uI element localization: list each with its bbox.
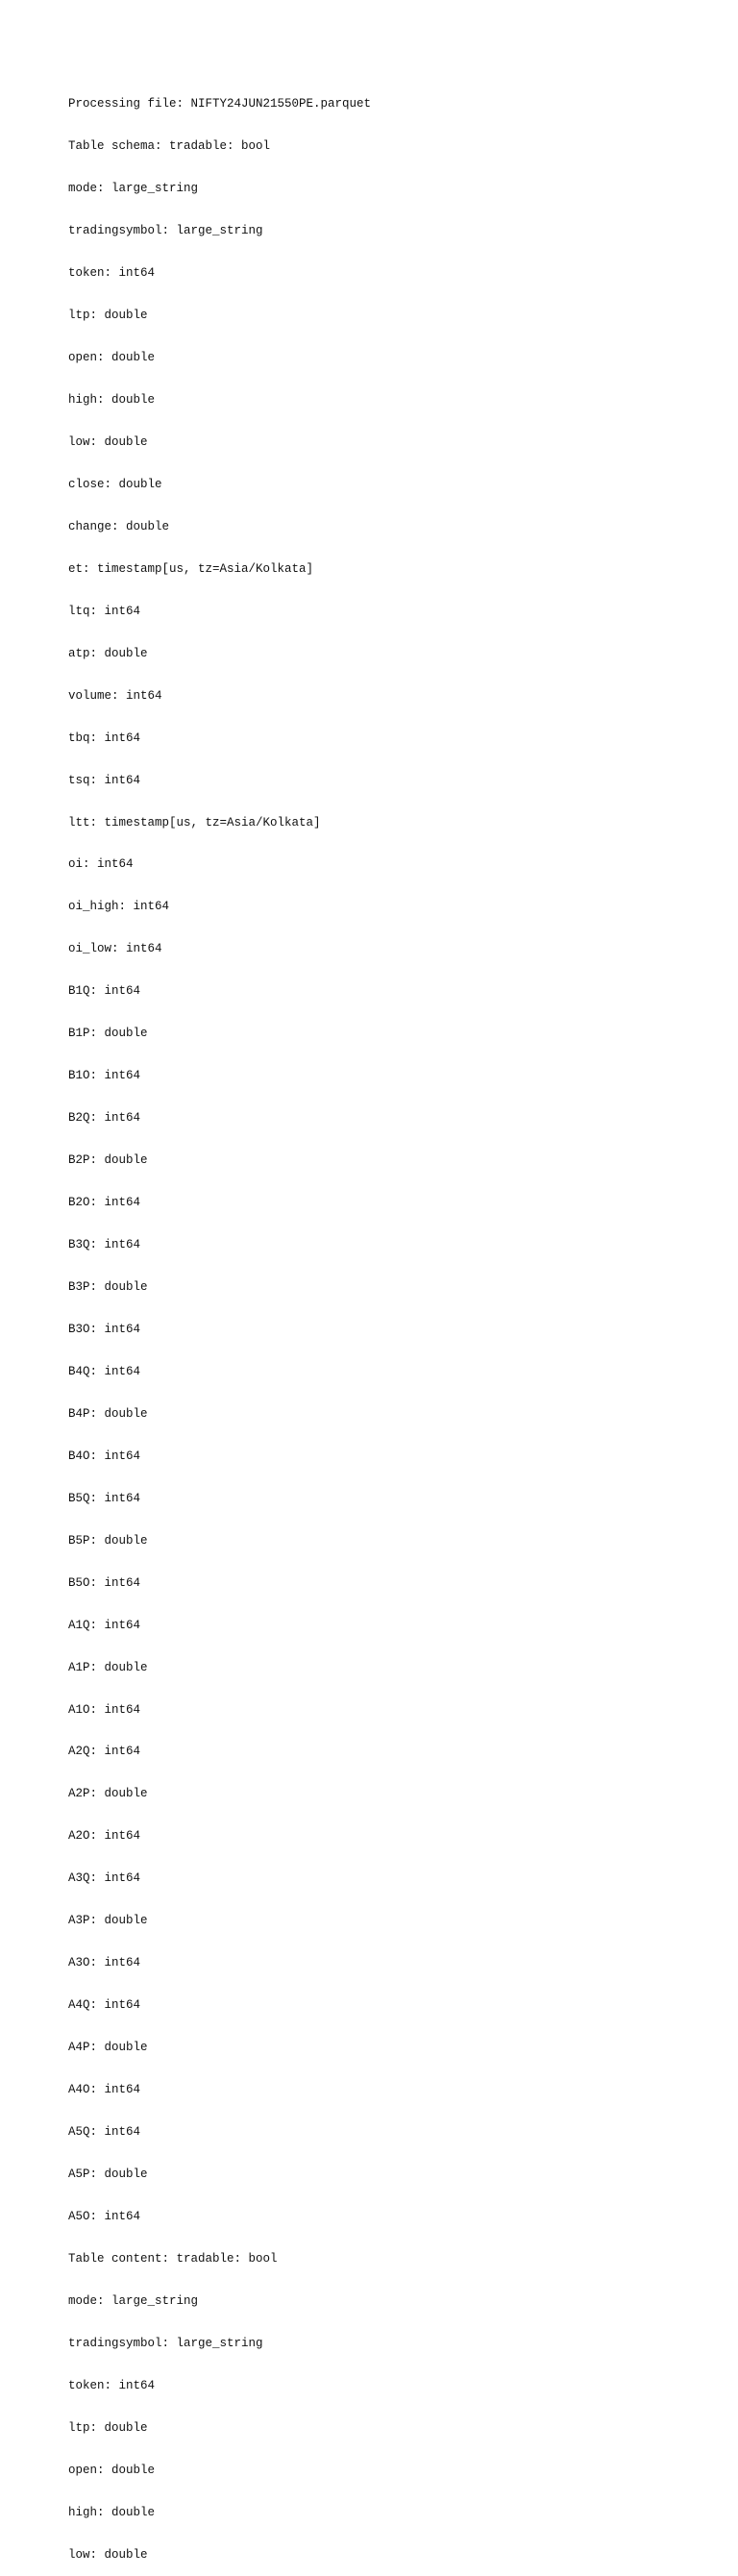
text-line: B3O: int64 xyxy=(68,1322,141,1336)
text-line: ltq: int64 xyxy=(68,604,141,618)
text-line: A1O: int64 xyxy=(68,1702,141,1717)
text-line: B1P: double xyxy=(68,1027,148,1041)
text-line: oi_high: int64 xyxy=(68,900,170,914)
text-line: A5Q: int64 xyxy=(68,2125,141,2140)
text-line: tradingsymbol: large_string xyxy=(68,2336,263,2350)
text-line: low: double xyxy=(68,434,148,449)
text-line: change: double xyxy=(68,519,170,533)
text-line: B4Q: int64 xyxy=(68,1364,141,1378)
text-line: B2P: double xyxy=(68,1153,148,1168)
text-line: A4Q: int64 xyxy=(68,1998,141,2013)
text-line: volume: int64 xyxy=(68,688,162,703)
text-line: tradingsymbol: large_string xyxy=(68,224,263,238)
text-line: B5P: double xyxy=(68,1533,148,1548)
text-line: oi_low: int64 xyxy=(68,942,162,956)
document-text xyxy=(68,69,700,2576)
text-line: ltp: double xyxy=(68,309,148,323)
text-line: B3Q: int64 xyxy=(68,1238,141,1252)
text-line: A1Q: int64 xyxy=(68,1618,141,1632)
text-line: B4P: double xyxy=(68,1406,148,1421)
text-line: B5O: int64 xyxy=(68,1575,141,1590)
text-line: oi: int64 xyxy=(68,857,134,872)
text-line: et: timestamp[us, tz=Asia/Kolkata] xyxy=(68,561,314,576)
text-line: A4P: double xyxy=(68,2041,148,2055)
text-line: A3Q: int64 xyxy=(68,1871,141,1886)
text-line: B3P: double xyxy=(68,1280,148,1294)
text-line: high: double xyxy=(68,2505,156,2519)
text-line: B2O: int64 xyxy=(68,1196,141,1210)
text-line: A2Q: int64 xyxy=(68,1745,141,1759)
text-line: A3P: double xyxy=(68,1914,148,1928)
text-line: mode: large_string xyxy=(68,2293,199,2308)
text-line: A5P: double xyxy=(68,2167,148,2182)
text-line: Table content: tradable: bool xyxy=(68,2251,278,2266)
text-line: mode: large_string xyxy=(68,182,199,196)
text-line: ltt: timestamp[us, tz=Asia/Kolkata] xyxy=(68,815,321,830)
text-line: B1Q: int64 xyxy=(68,984,141,999)
text-line: atp: double xyxy=(68,646,148,660)
text-line: tsq: int64 xyxy=(68,773,141,787)
text-line: A5O: int64 xyxy=(68,2209,141,2223)
text-line: B2Q: int64 xyxy=(68,1111,141,1126)
text-line: A2O: int64 xyxy=(68,1829,141,1844)
text-line: A1P: double xyxy=(68,1660,148,1674)
text-line: token: int64 xyxy=(68,266,156,281)
text-line: open: double xyxy=(68,351,156,365)
text-line: B4O: int64 xyxy=(68,1449,141,1463)
text-line: Processing file: NIFTY24JUN21550PE.parquet xyxy=(68,97,372,111)
text-line: token: int64 xyxy=(68,2378,156,2392)
text-line: ltp: double xyxy=(68,2420,148,2435)
text-line: Table schema: tradable: bool xyxy=(68,139,271,154)
text-line: B5Q: int64 xyxy=(68,1491,141,1505)
text-line: A4O: int64 xyxy=(68,2083,141,2097)
text-line: high: double xyxy=(68,392,156,407)
text-line: close: double xyxy=(68,477,162,491)
text-line: A3O: int64 xyxy=(68,1956,141,1970)
text-line: tbq: int64 xyxy=(68,731,141,745)
text-line: open: double xyxy=(68,2463,156,2477)
text-line: B1O: int64 xyxy=(68,1069,141,1083)
text-line: low: double xyxy=(68,2547,148,2562)
text-line: A2P: double xyxy=(68,1787,148,1801)
